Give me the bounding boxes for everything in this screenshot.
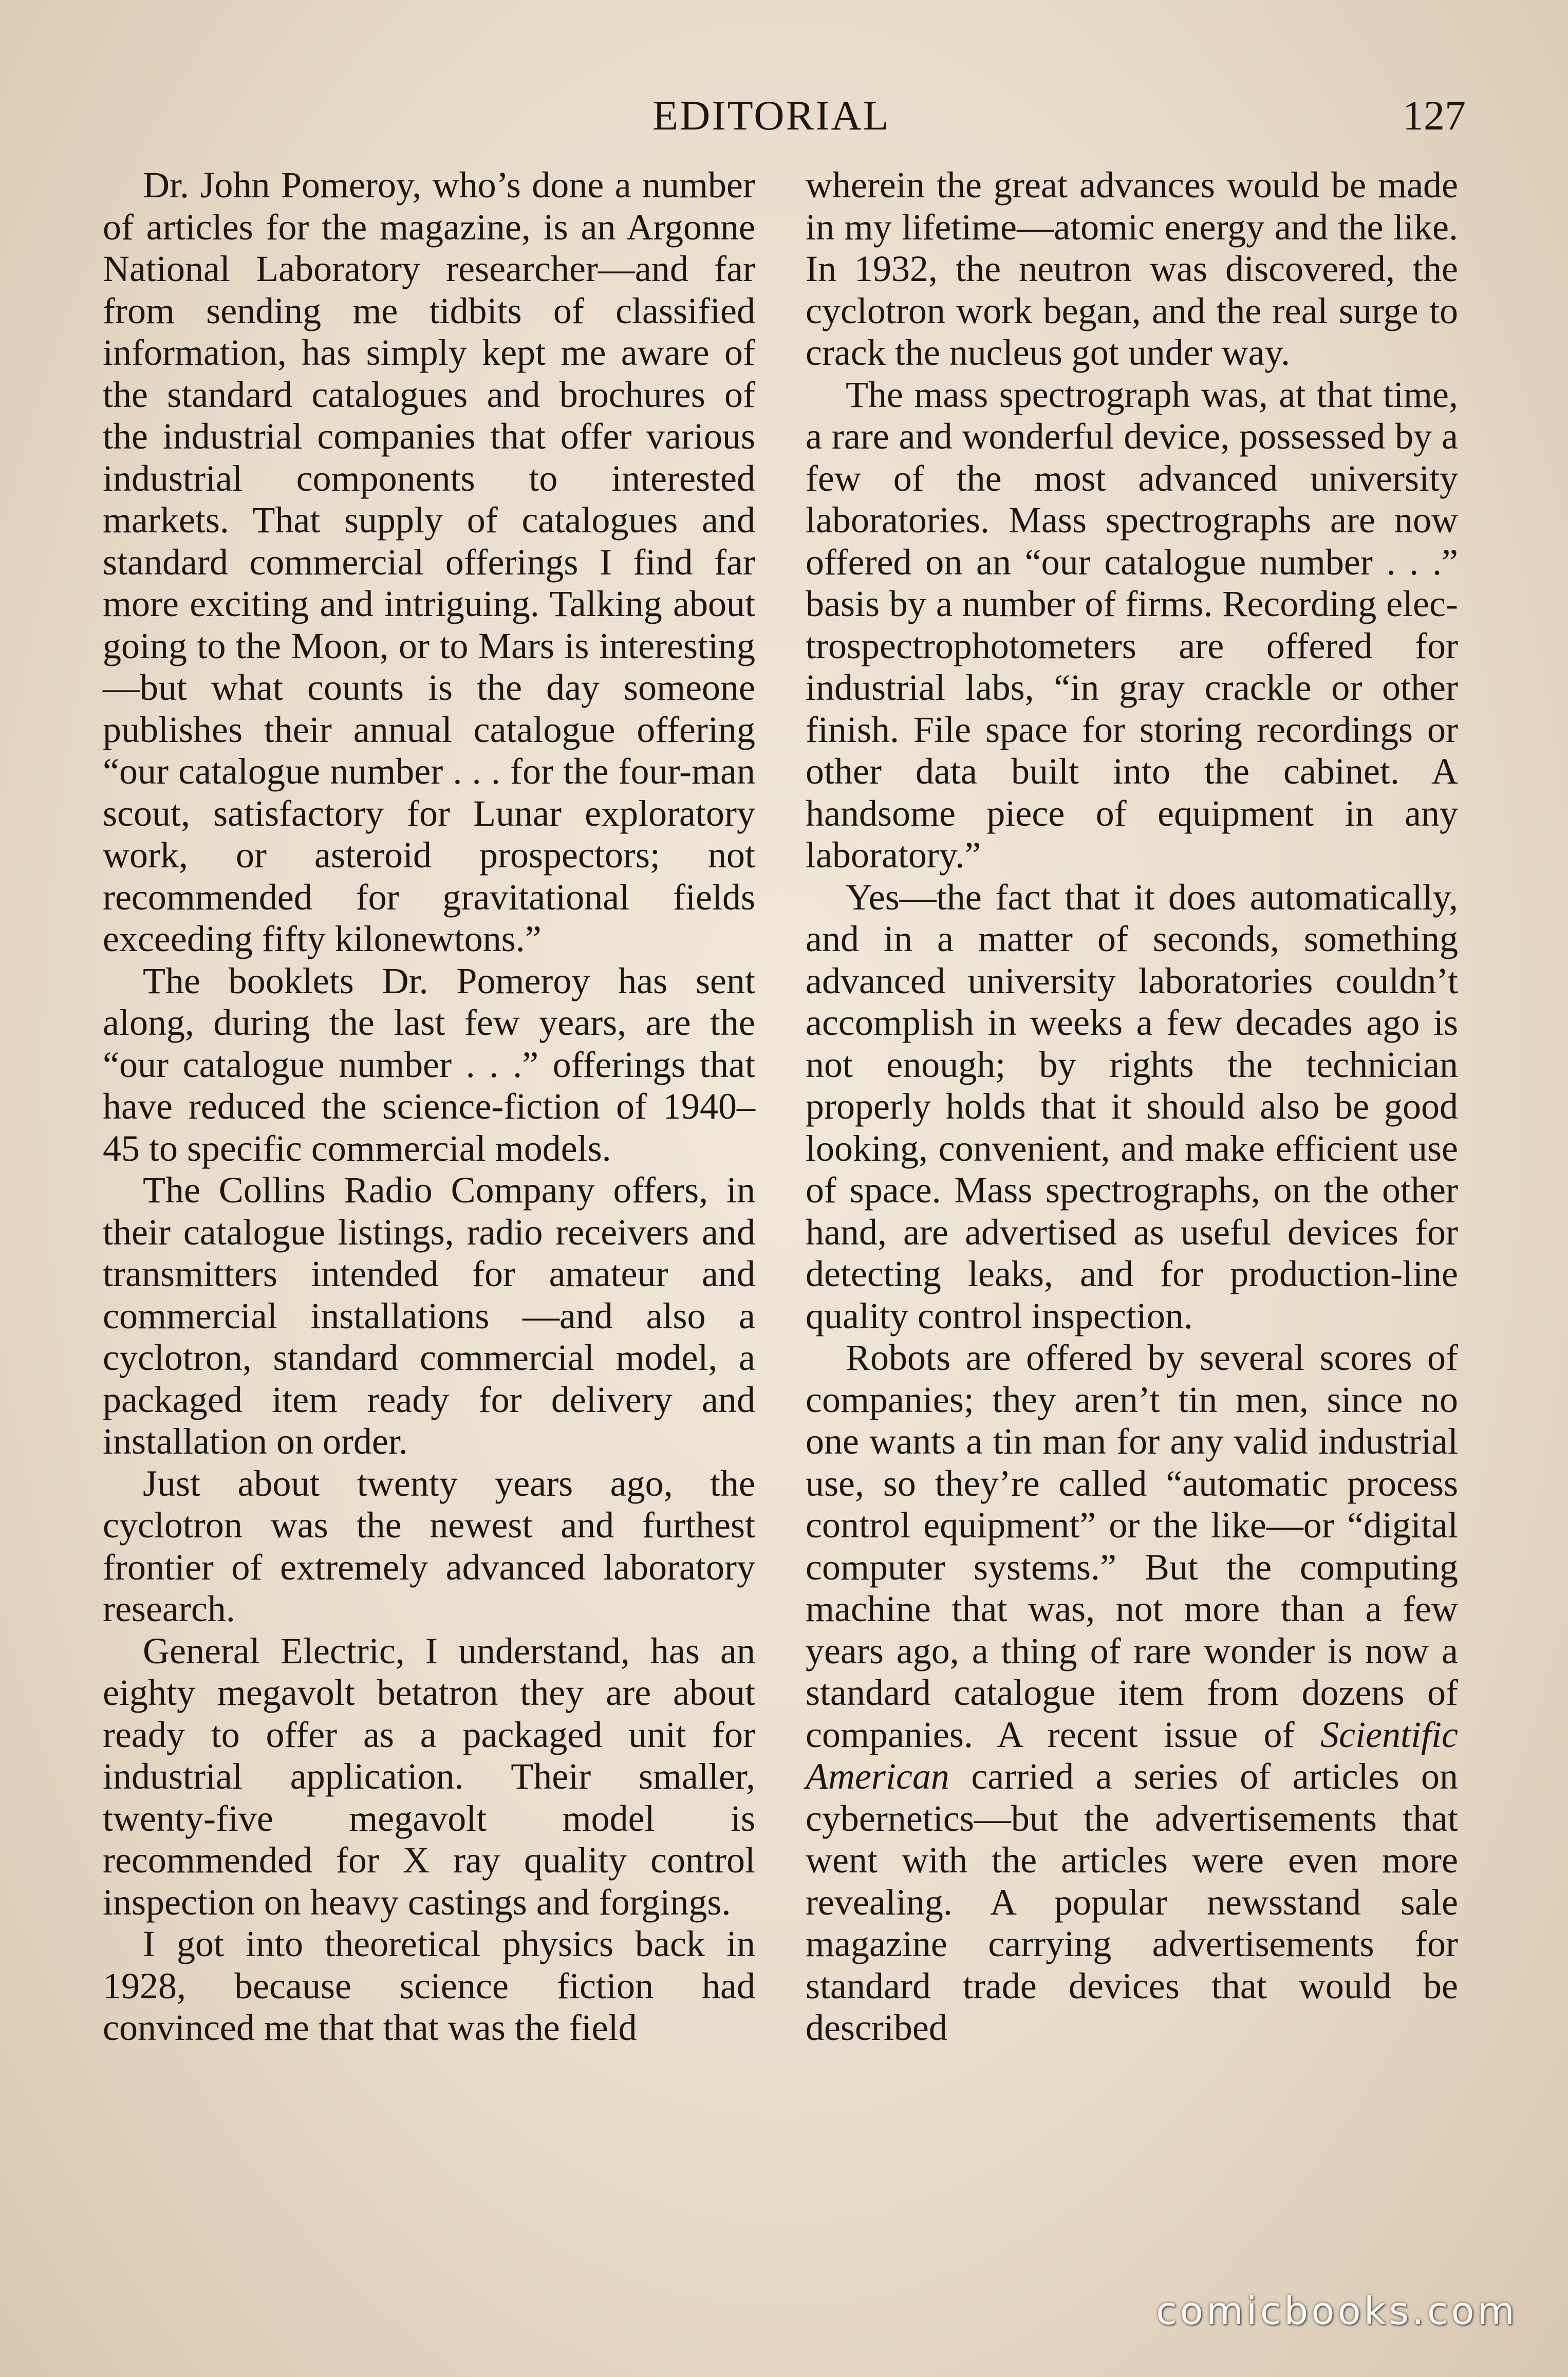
magazine-title-italic: Scientific American [806,1714,1458,1797]
robots-text-start: Robots are offered by several scores of companies; they aren’t tin men, since no one wants a tin man for any valid industrial use, so they’re called “automatic process control equipment” or the like—or “digital computer systems.” But the computing machine that was, not more than a few years ago, a thing of rare wonder is now a standard catalogue item from dozens of companies. A recent issue of [806,1337,1458,1755]
right-column [806,164,1458,2049]
robots-text-end: carried a series of articles on cybernetics—but the advertisements that went with the articles were even more revealing. A popular newsstand sale magazine carrying advertisements for standard trade devices that would be described [806,1756,1458,2048]
paragraph-general-electric: General Electric, I understand, has an eighty megavolt betatron they are about ready to offer as a packaged unit for industrial application. Their smaller, twenty-five megavolt model is recommended for X ray quality control inspection on heavy castings and forgings. [103,1630,755,1923]
left-column [103,164,755,2049]
paragraph-robots [806,1337,1458,2049]
paragraph-mass-spectrograph: The mass spectrograph was, at that time, a rare and wonderful device, possessed by a few of the most advanced university laboratories. Mass spectrographs are now offered on an “our catalogue number . . .” basis by a number of firms. Recording electrospectrophotometers are offered for industrial labs, “in gray crackle or other finish. File space for storing recordings or other data built into the cabinet. A handsome piece of equipment in any laboratory.” [806,374,1458,876]
paragraph-pomeroy-intro: Dr. John Pomeroy, who’s done a number of articles for the magazine, is an Argonne National Laboratory researcher—and far from sending me tidbits of classified information, has simply kept me aware of the standard catalogues and brochures of the industrial companies that offer various industrial components to interested markets. That supply of catalogues and standard commercial offerings I find far more exciting and intriguing. Talking about going to the Moon, or to Mars is interesting—but what counts is the day someone publishes their annual catalogue offering “our catalogue number . . . for the four-man scout, satisfactory for Lunar exploratory work, or asteroid prospectors; not recommended for gravitational fields exceeding fifty kilonewtons.” [103,164,755,959]
site-watermark: comicbooks.com [1156,2289,1518,2333]
page-header [0,87,1568,144]
paragraph-theoretical-physics: I got into theoretical physics back in 1928, because science fiction had convinced me that that was the field [103,1923,755,2048]
paragraph-collins-radio: The Collins Radio Company offers, in their catalogue listings, radio receivers and transmitters intended for amateur and commercial installations —and also a cyclotron, standard commercial model, a packaged item ready for delivery and installation on order. [103,1169,755,1462]
paragraph-booklets: The booklets Dr. Pomeroy has sent along, during the last few years, are the “our catalogue number . . .” offerings that have reduced the science-fiction of 1940–45 to specific commercial models. [103,960,755,1169]
paragraph-cyclotron-history: Just about twenty years ago, the cyclotron was the newest and furthest frontier of extremely advanced laboratory research. [103,1462,755,1629]
page-number: 127 [1403,92,1466,139]
running-head: EDITORIAL [652,92,890,139]
paragraph-continuation: wherein the great advances would be made in my lifetime—atomic energy and the like. In 1932, the neutron was discovered, the cyclotron work began, and the real surge to crack the nucleus got under way. [806,164,1458,373]
paragraph-automation: Yes—the fact that it does automatically, and in a matter of seconds, something advanced university laboratories couldn’t accomplish in weeks a few decades ago is not enough; by rights the technician properly holds that it should also be good looking, convenient, and make efficient use of space. Mass spectrographs, on the other hand, are advertised as useful devices for detecting leaks, and for production-line quality control inspection. [806,876,1458,1336]
